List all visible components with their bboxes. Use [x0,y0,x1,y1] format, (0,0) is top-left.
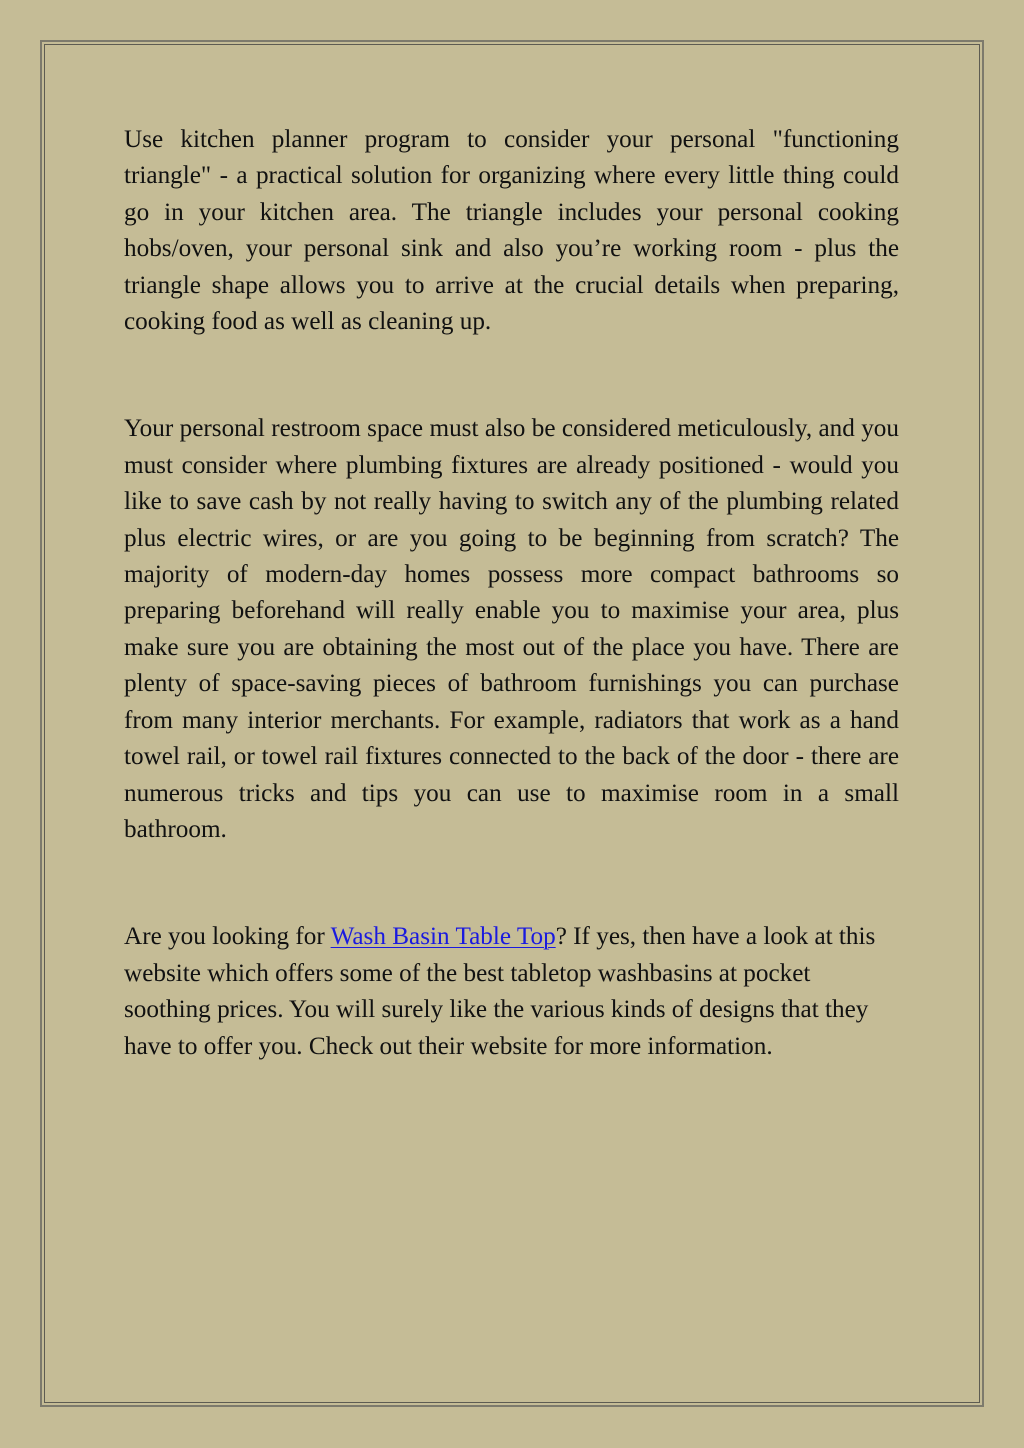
document-body [124,122,899,1065]
paragraph-restroom-space: Your personal restroom space must also be considered meticulously, and you must consider where plumbing fixtures are already positioned - would you like to save cash by not really having to switch any of the plumbing related plus electric wires, or are you going to be beginning from scratch? The majority of modern-day homes possess more compact bathrooms so preparing beforehand will really enable you to maximise your area, plus make sure you are obtaining the most out of the place you have. There are plenty of space-saving pieces of bathroom furnishings you can purchase from many interior merchants. For example, radiators that work as a hand towel rail, or towel rail fixtures connected to the back of the door - there are numerous tricks and tips you can use to maximise room in a small bathroom. [124,415,899,843]
paragraph-kitchen-planner: Use kitchen planner program to consider your personal "functioning triangle" - a practical solution for organizing where every little thing could go in your kitchen area. The triangle includes your personal cooking hobs/oven, your personal sink and also you’re working room - plus the triangle shape allows you to arrive at the crucial details when preparing, cooking food as well as cleaning up. [124,126,899,336]
paragraph-text-after-link: ? If yes, then have a look at this website which offers some of the best tabletop washbasins at pocket soothing prices. You will surely like the various kinds of designs that they have to offer you. Check out their website for more information. [124,923,876,1060]
paragraph-wash-basin [124,919,884,1065]
paragraph-text-before-link: Are you looking for [124,923,331,951]
wash-basin-table-top-link[interactable]: Wash Basin Table Top [330,923,556,951]
